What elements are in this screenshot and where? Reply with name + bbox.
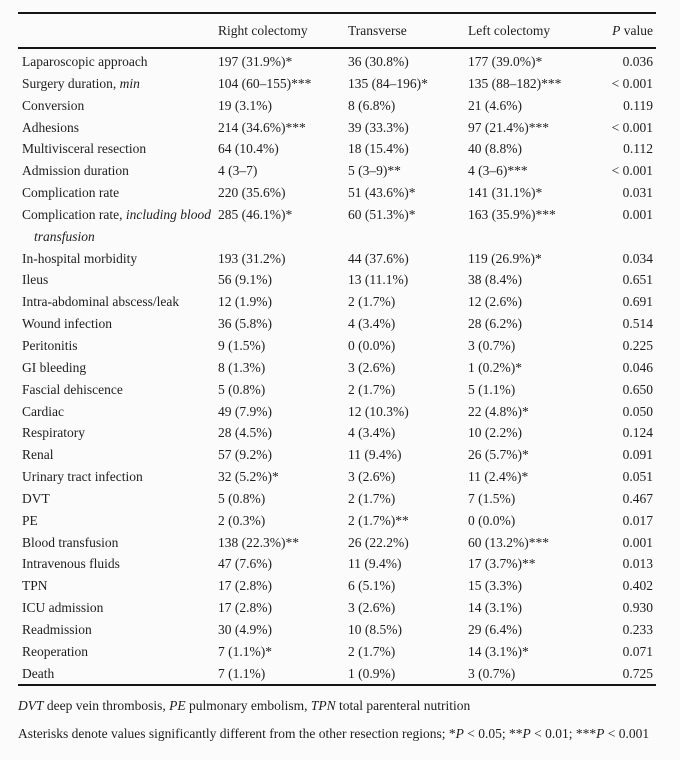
cell-right-colectomy: 104 (60–155)*** [218, 75, 312, 91]
cell-p-value: 0.051 [622, 469, 653, 485]
header-row [18, 13, 656, 48]
row-label: In-hospital morbidity [22, 250, 138, 266]
cell-transverse: 2 (1.7%) [348, 381, 396, 397]
cell-p-value: < 0.001 [611, 163, 653, 179]
table-row [18, 335, 656, 357]
cell-transverse: 60 (51.3%)* [348, 206, 416, 222]
cell-right-colectomy: 64 (10.4%) [218, 141, 279, 157]
cell-right-colectomy: 47 (7.6%) [218, 556, 272, 572]
footnote-abbreviations: DVT deep vein thrombosis, PE pulmonary embolism, TPN total parenteral nutrition [18, 698, 471, 714]
table-row [18, 95, 656, 117]
row-label: Ileus [22, 272, 49, 288]
cell-left-colectomy: 17 (3.7%)** [468, 556, 536, 572]
cell-p-value: 0.091 [622, 447, 653, 463]
cell-transverse: 6 (5.1%) [348, 578, 396, 594]
cell-p-value: < 0.001 [611, 119, 653, 135]
cell-transverse: 3 (2.6%) [348, 359, 396, 375]
cell-left-colectomy: 119 (26.9%)* [468, 250, 542, 266]
cell-left-colectomy: 14 (3.1%)* [468, 643, 529, 659]
cell-left-colectomy: 163 (35.9%)*** [468, 206, 556, 222]
table-row [18, 401, 656, 423]
cell-right-colectomy: 285 (46.1%)* [218, 206, 293, 222]
cell-p-value: 0.112 [623, 141, 653, 157]
col-header-p-value: P value [598, 13, 656, 48]
cell-p-value: 0.225 [622, 337, 653, 353]
col-header-transverse: Transverse [348, 13, 468, 48]
row-label: Respiratory [22, 425, 85, 441]
table-row [18, 663, 656, 686]
cell-transverse: 5 (3–9)** [348, 163, 401, 179]
row-label: Reoperation [22, 643, 88, 659]
cell-transverse: 10 (8.5%) [348, 621, 402, 637]
cell-transverse: 2 (1.7%) [348, 294, 396, 310]
cell-transverse: 3 (2.6%) [348, 600, 396, 616]
cell-left-colectomy: 1 (0.2%)* [468, 359, 522, 375]
cell-p-value: 0.036 [622, 54, 653, 69]
cell-right-colectomy: 56 (9.1%) [218, 272, 272, 288]
cell-p-value: < 0.001 [611, 75, 653, 91]
table-row [18, 379, 656, 401]
table-row [18, 575, 656, 597]
cell-transverse: 36 (30.8%) [348, 54, 409, 69]
cell-left-colectomy: 10 (2.2%) [468, 425, 522, 441]
cell-left-colectomy: 5 (1.1%) [468, 381, 516, 397]
cell-p-value: 0.651 [622, 272, 653, 288]
row-label: ICU admission [22, 600, 104, 616]
row-label: DVT [22, 490, 50, 506]
table-row [18, 204, 656, 248]
cell-left-colectomy: 40 (8.8%) [468, 141, 522, 157]
cell-left-colectomy: 4 (3–6)*** [468, 163, 528, 179]
cell-right-colectomy: 12 (1.9%) [218, 294, 272, 310]
col-header-left-colectomy: Left colectomy [468, 13, 598, 48]
table-row [18, 313, 656, 335]
cell-right-colectomy: 4 (3–7) [218, 163, 258, 179]
cell-p-value: 0.071 [622, 643, 653, 659]
table-header [18, 13, 656, 48]
cell-left-colectomy: 3 (0.7%) [468, 665, 516, 681]
cell-transverse: 26 (22.2%) [348, 534, 409, 550]
cell-right-colectomy: 36 (5.8%) [218, 316, 272, 332]
cell-right-colectomy: 214 (34.6%)*** [218, 119, 306, 135]
cell-p-value: 0.691 [622, 294, 653, 310]
cell-right-colectomy: 138 (22.3%)** [218, 534, 299, 550]
table-row [18, 138, 656, 160]
cell-right-colectomy: 7 (1.1%)* [218, 643, 272, 659]
cell-right-colectomy: 49 (7.9%) [218, 403, 272, 419]
cell-right-colectomy: 32 (5.2%)* [218, 469, 279, 485]
table-row [18, 269, 656, 291]
row-label: Admission duration [22, 163, 129, 179]
row-label: Peritonitis [22, 337, 78, 353]
cell-left-colectomy: 3 (0.7%) [468, 337, 516, 353]
cell-p-value: 0.725 [622, 665, 653, 681]
cell-transverse: 2 (1.7%) [348, 490, 396, 506]
cell-p-value: 0.119 [623, 97, 653, 113]
table-body [18, 48, 656, 685]
cell-p-value: 0.124 [622, 425, 653, 441]
cell-right-colectomy: 2 (0.3%) [218, 512, 266, 528]
cell-right-colectomy: 5 (0.8%) [218, 381, 266, 397]
table-row [18, 488, 656, 510]
table-row [18, 73, 656, 95]
cell-transverse: 0 (0.0%) [348, 337, 396, 353]
table-row [18, 444, 656, 466]
row-label: Readmission [22, 621, 92, 637]
cell-transverse: 13 (11.1%) [348, 272, 409, 288]
row-label: Intra-abdominal abscess/leak [22, 294, 180, 310]
cell-transverse: 44 (37.6%) [348, 250, 409, 266]
cell-left-colectomy: 21 (4.6%) [468, 97, 522, 113]
cell-right-colectomy: 8 (1.3%) [218, 359, 266, 375]
cell-p-value: 0.514 [622, 316, 653, 332]
cell-right-colectomy: 7 (1.1%) [218, 665, 266, 681]
cell-left-colectomy: 141 (31.1%)* [468, 185, 543, 201]
cell-right-colectomy: 28 (4.5%) [218, 425, 272, 441]
cell-p-value: 0.650 [622, 381, 653, 397]
table-row [18, 466, 656, 488]
table-row [18, 641, 656, 663]
cell-transverse: 11 (9.4%) [348, 556, 402, 572]
cell-left-colectomy: 14 (3.1%) [468, 600, 522, 616]
cell-transverse: 2 (1.7%)** [348, 512, 409, 528]
cell-right-colectomy: 17 (2.8%) [218, 578, 272, 594]
cell-p-value: 0.001 [622, 534, 653, 550]
row-label: Laparoscopic approach [22, 54, 148, 69]
cell-right-colectomy: 17 (2.8%) [218, 600, 272, 616]
cell-left-colectomy: 97 (21.4%)*** [468, 119, 549, 135]
row-label: Death [22, 665, 55, 681]
cell-transverse: 1 (0.9%) [348, 665, 396, 681]
table-row [18, 48, 656, 73]
row-label: Blood transfusion [22, 534, 119, 550]
cell-left-colectomy: 38 (8.4%) [468, 272, 522, 288]
cell-left-colectomy: 15 (3.3%) [468, 578, 522, 594]
row-label: Multivisceral resection [22, 141, 147, 157]
cell-p-value: 0.233 [622, 621, 653, 637]
cell-right-colectomy: 197 (31.9%)* [218, 54, 293, 69]
row-label: Complication rate, including blood transfusion [22, 206, 211, 244]
cell-right-colectomy: 9 (1.5%) [218, 337, 266, 353]
cell-right-colectomy: 30 (4.9%) [218, 621, 272, 637]
row-label: TPN [22, 578, 48, 594]
row-label: Complication rate [22, 185, 120, 201]
cell-left-colectomy: 0 (0.0%) [468, 512, 516, 528]
outcomes-table [18, 12, 656, 686]
cell-transverse: 12 (10.3%) [348, 403, 409, 419]
table-row [18, 422, 656, 444]
cell-right-colectomy: 193 (31.2%) [218, 250, 286, 266]
cell-p-value: 0.467 [622, 490, 653, 506]
footnote-significance: Asterisks denote values significantly different from the other resection regions; *P < 0.05; **P < 0.01; ***P < 0.001 [18, 726, 650, 742]
row-label: Urinary tract infection [22, 469, 143, 485]
cell-left-colectomy: 26 (5.7%)* [468, 447, 529, 463]
cell-left-colectomy: 177 (39.0%)* [468, 54, 543, 69]
table-row [18, 619, 656, 641]
table-row [18, 182, 656, 204]
col-header-right-colectomy: Right colectomy [218, 13, 348, 48]
cell-left-colectomy: 135 (88–182)*** [468, 75, 562, 91]
cell-p-value: 0.046 [622, 359, 653, 375]
cell-left-colectomy: 29 (6.4%) [468, 621, 522, 637]
table-row [18, 597, 656, 619]
table-row [18, 291, 656, 313]
table-row [18, 357, 656, 379]
cell-left-colectomy: 28 (6.2%) [468, 316, 522, 332]
cell-p-value: 0.013 [622, 556, 653, 572]
row-label: Renal [22, 447, 54, 463]
row-label: GI bleeding [22, 359, 87, 375]
table-row [18, 532, 656, 554]
row-label: Intravenous fluids [22, 556, 120, 572]
table-row [18, 248, 656, 270]
cell-right-colectomy: 57 (9.2%) [218, 447, 272, 463]
cell-transverse: 2 (1.7%) [348, 643, 396, 659]
cell-transverse: 4 (3.4%) [348, 425, 396, 441]
cell-left-colectomy: 60 (13.2%)*** [468, 534, 549, 550]
cell-transverse: 11 (9.4%) [348, 447, 402, 463]
cell-transverse: 18 (15.4%) [348, 141, 409, 157]
row-label: Cardiac [22, 403, 64, 419]
table-row [18, 553, 656, 575]
cell-right-colectomy: 19 (3.1%) [218, 97, 272, 113]
cell-transverse: 135 (84–196)* [348, 75, 428, 91]
cell-transverse: 4 (3.4%) [348, 316, 396, 332]
col-header-empty [18, 13, 218, 48]
cell-p-value: 0.050 [622, 403, 653, 419]
cell-p-value: 0.930 [622, 600, 653, 616]
table-footnotes [18, 696, 656, 744]
cell-p-value: 0.001 [622, 206, 653, 222]
cell-p-value: 0.034 [622, 250, 653, 266]
row-label: Wound infection [22, 316, 113, 332]
cell-transverse: 39 (33.3%) [348, 119, 409, 135]
cell-p-value: 0.017 [622, 512, 653, 528]
row-label: Fascial dehiscence [22, 381, 123, 397]
row-label: Surgery duration, min [22, 75, 140, 91]
cell-left-colectomy: 7 (1.5%) [468, 490, 516, 506]
table-row [18, 117, 656, 139]
cell-p-value: 0.031 [622, 185, 653, 201]
cell-transverse: 51 (43.6%)* [348, 185, 416, 201]
table-row [18, 510, 656, 532]
cell-right-colectomy: 5 (0.8%) [218, 490, 266, 506]
cell-transverse: 3 (2.6%) [348, 469, 396, 485]
cell-left-colectomy: 11 (2.4%)* [468, 469, 529, 485]
cell-right-colectomy: 220 (35.6%) [218, 185, 286, 201]
row-label: Adhesions [22, 119, 79, 135]
table-row [18, 160, 656, 182]
cell-left-colectomy: 22 (4.8%)* [468, 403, 529, 419]
row-label: PE [22, 512, 38, 528]
cell-p-value: 0.402 [622, 578, 653, 594]
cell-left-colectomy: 12 (2.6%) [468, 294, 522, 310]
cell-transverse: 8 (6.8%) [348, 97, 396, 113]
row-label: Conversion [22, 97, 85, 113]
